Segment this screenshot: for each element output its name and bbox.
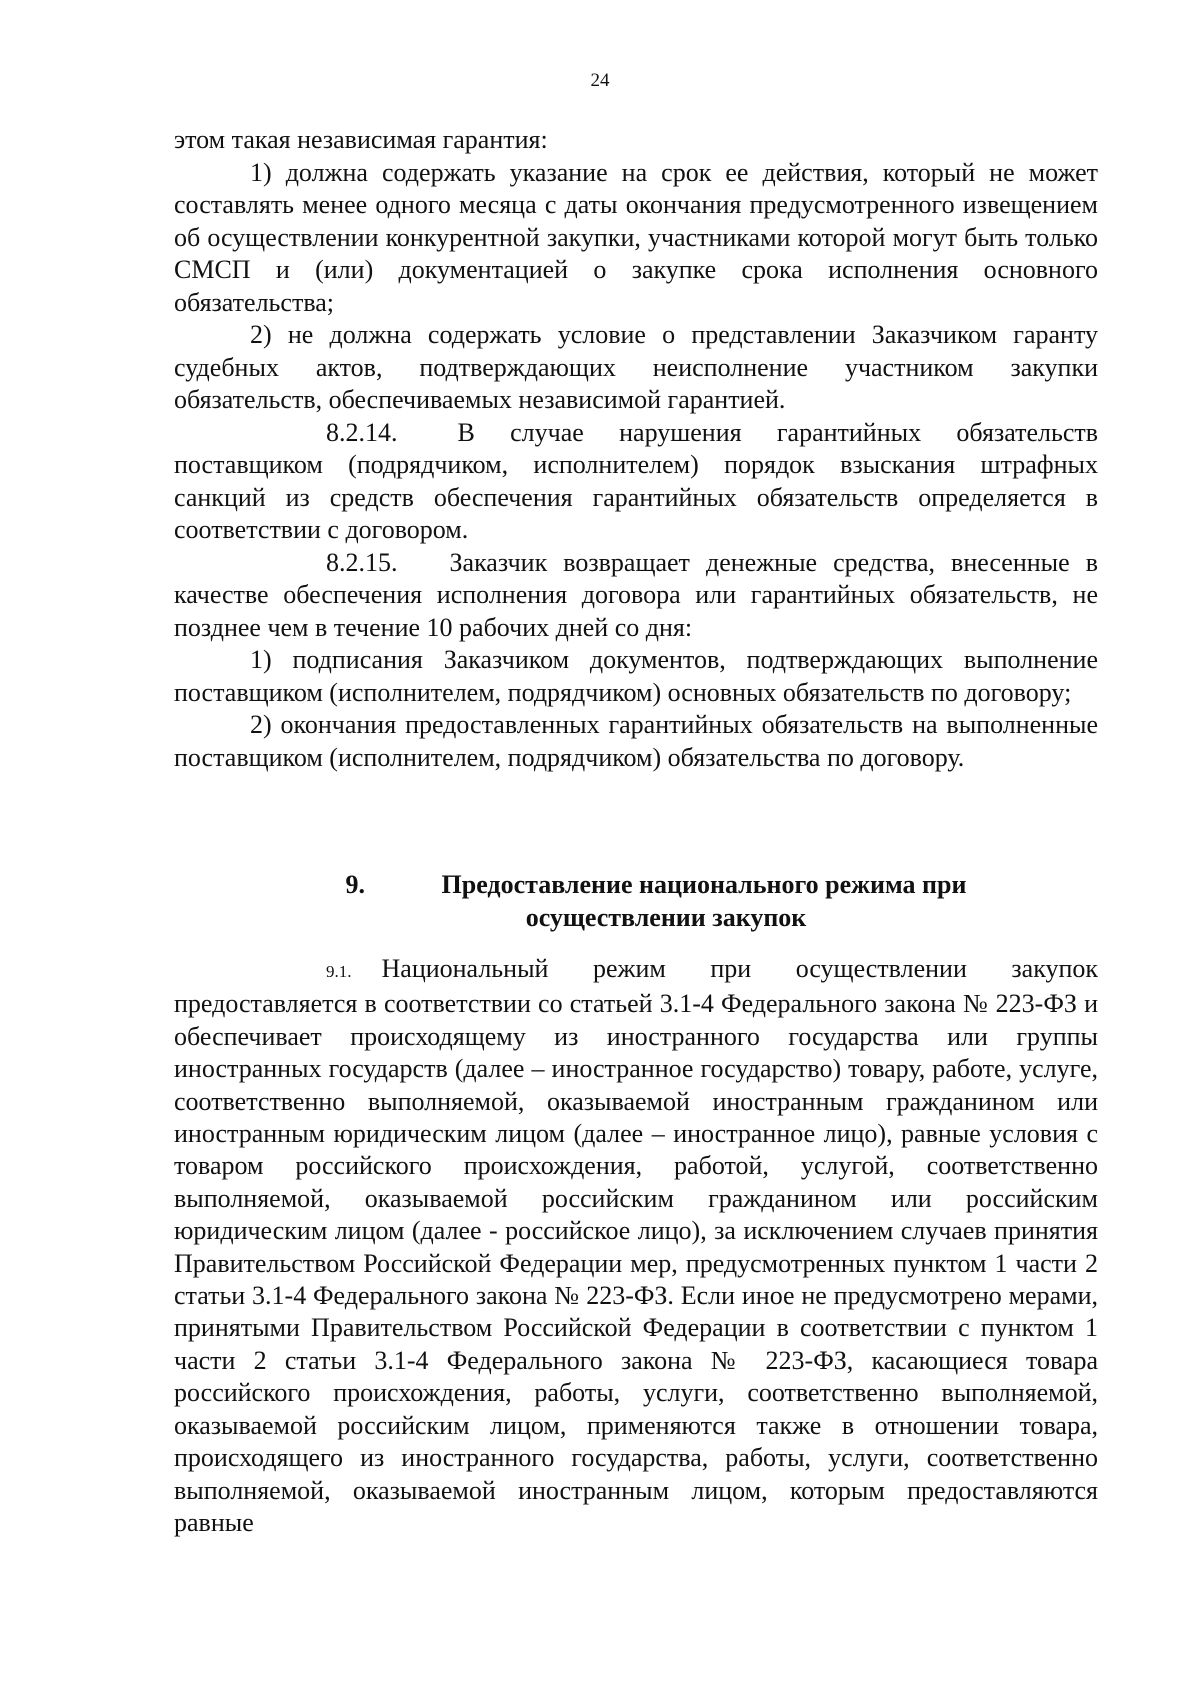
clause-number: 8.2.14. (326, 417, 398, 447)
paragraph-item-1: 1) должна содержать указание на срок ее действия, который не может составлять менее одного месяца с даты окончания предусмотренного извещением об осуществлении конкурентной закупки, участниками которой могут быть только СМСП и (или) документацией о закупке срока исполнения основного обязательства; (174, 157, 1098, 317)
body-text-top (174, 124, 1098, 774)
section-heading (174, 869, 1098, 934)
paragraph-8-2-14 (174, 417, 1098, 547)
clause-text: В случае нарушения гарантийных обязательств поставщиком (подрядчиком, исполнителем) порядок взыскания штрафных санкций из средств обеспечения гарантийных обязательств определяется в соответствии с договором. (174, 417, 1098, 544)
clause-number: 9.1. (326, 962, 352, 981)
paragraph-item-2: 2) не должна содержать условие о представлении Заказчиком гаранту судебных актов, подтверждающих неисполнение участником закупки обязательств, обеспечиваемых независимой гарантией. (174, 320, 1098, 414)
paragraph-intro: этом такая независимая гарантия: (174, 125, 548, 154)
section-title-line2: осуществлении закупок (525, 902, 807, 932)
page-number: 24 (590, 70, 610, 91)
clause-number: 8.2.15. (326, 547, 398, 577)
paragraph-8-2-15 (174, 547, 1098, 645)
clause-text: Заказчик возвращает денежные средства, внесенные в качестве обеспечения исполнения договора или гарантийных обязательств, не позднее чем в течение 10 рабочих дней со дня: (174, 547, 1098, 642)
paragraph-return-2: 2) окончания предоставленных гарантийных обязательств на выполненные поставщиком (исполнителем, подрядчиком) обязательства по договору. (174, 710, 1098, 772)
paragraph-return-1: 1) подписания Заказчиком документов, подтверждающих выполнение поставщиком (исполнителем, подрядчиком) основных обязательств по договору; (174, 645, 1098, 707)
paragraph-9-1 (174, 953, 1098, 1539)
clause-text: Национальный режим при осуществлении закупок предоставляется в соответствии со статьей 3.1-4 Федерального закона № 223-ФЗ и обеспечивает происходящему из иностранного государства или группы иностранных государств (далее – иностранное государство) товару, работе, услуге, соответственно выполняемой, оказываемой иностранным гражданином или иностранным юридическим лицом (далее – иностранное лицо), равные условия с товаром российского происхождения, работой, услугой, соответственно выполняемой, оказываемой российским гражданином или российским юридическим лицом (далее - российское лицо), за исключением случаев принятия Правительством Российской Федерации мер, предусмотренных пунктом 1 части 2 статьи 3.1-4 Федерального закона № 223-ФЗ. Если иное не предусмотрено мерами, принятыми Правительством Российской Федерации в соответствии с пунктом 1 части 2 статьи 3.1-4 Федерального закона № 223-ФЗ, касающиеся товара российского происхождения, работы, услуги, соответственно выполняемой, оказываемой российским лицом, применяются также в отношении товара, происходящего из иностранного государства, работы, услуги, соответственно выполняемой, оказываемой иностранным лицом, которым предоставляются равные (174, 954, 1098, 1537)
section-number: 9. (345, 870, 366, 899)
section-title-line1: Предоставление национального режима при (441, 870, 967, 899)
body-text-section-9 (174, 953, 1098, 1539)
